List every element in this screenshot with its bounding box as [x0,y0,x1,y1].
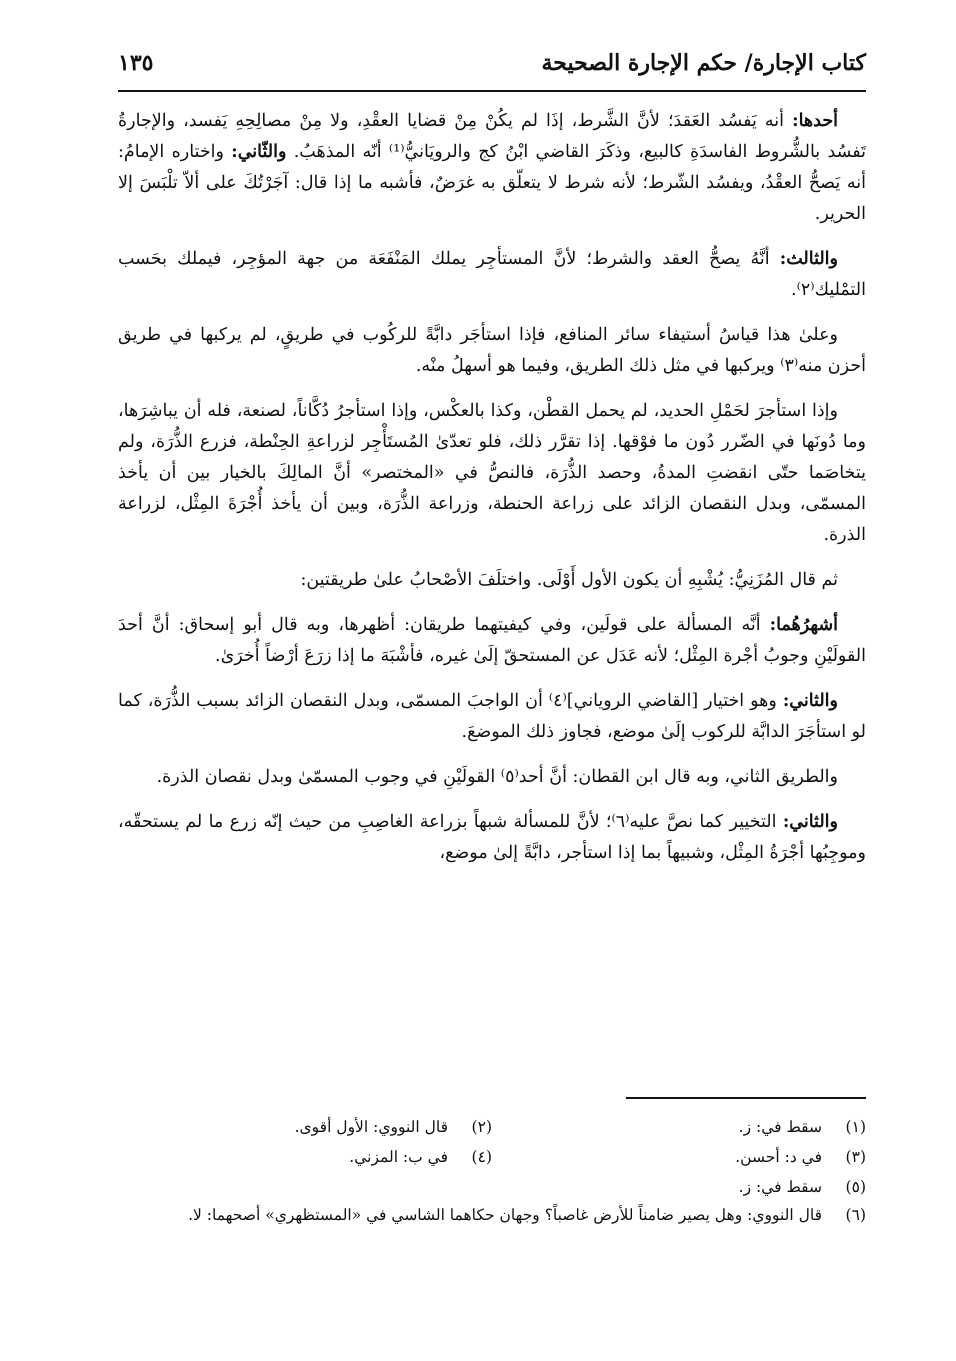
footnote-5 [492,1172,866,1202]
paragraph-third-view [118,244,866,306]
footnote-1 [492,1112,866,1142]
footnote-row [118,1202,866,1229]
paragraph-choice [118,807,866,869]
paragraph-hire-iron [118,396,866,551]
footnote-text: سقط في: ز. [738,1118,822,1136]
footnote-text: في ب: المزني. [349,1148,448,1166]
paragraph-inline-text: واختاره الإمامُ: أنه يَصحُّ العقْدُ، ويفسُد الشّرط؛ لأنه شرط لا يتعلّق به غرَضٌ، فأشبه ما إذا قال: آجَرْتُكَ على ألاّ تلْبَسَ إلا الحرير. [118,142,866,224]
footnote-text: قال النووي: وهل يصير ضامناً للأرض غاصباً؟ وجهان حكاهما الشاسي في «المستظهري» أصحهما: لا. [188,1206,822,1224]
footnote-text: سقط في: ز. [738,1178,822,1196]
paragraph-muzani [118,565,866,596]
footnote-2 [118,1112,492,1142]
paragraph-text: ثم قال المُزَنِيُّ: يُشْبِهِ أن يكون الأول أَوْلَى. واختلَفَ الأصْحابُ علىٰ طريقتين: [300,570,838,590]
paragraph-lead: أحدها: [792,111,838,131]
footnote-divider [626,1097,866,1099]
footnote-number: (٥) [845,1178,866,1196]
paragraph-text: والطريق الثاني، وبه قال ابن القطان: أنَّ أحد⁽٥⁾ القولَيْنِ في وجوب المسمّىٰ وبدل نقصان الذرة. [156,767,838,787]
footnote-number: (٣) [845,1148,866,1166]
footnote-number: (٢) [471,1118,492,1136]
paragraph-text: وإذا استأجرَ لحَمْلِ الحديد، لم يحمل القطْن، وكذا بالعكْس، وإذا استأجرُ دُكَّاناً، لصنعة، فله أن يباشِرَها، وما دُونَها في الضّرر دُون ما فوْقها. إذا تقرَّر ذلك، فلو تعدّىٰ المُستَأْجِر لزراعةِ الحِنْطة، فزرع الذُّرَة، ولم يتخاصَما حتّى انقضتِ المدةُ، وحصد الذُّرَة، فالنصُّ في «المختصر» أنَّ المالِكَ بالخيار بين أن يأخذ المسمّى، وبدل النقصان الزائد على زراعة الحنطة، وزراعة الذُّرَة، وبين أن يأخذ أُجْرَةَ المِثْل، لزراعة الذرة. [118,401,866,545]
paragraph-text: أنَّه المسألة على قولَين، وفي كيفيتهما طريقان: أظهرها، وبه قال أبو إسحاق: أنَّ أحدَ القولَيْنِ وجوبُ أجْرة المِثْل؛ لأنه عَدَل عن المستحقّ إلَىٰ غيره، فأشْبَهَ ما إذا زرَعَ أرْضاً أُخرَىٰ. [118,615,866,666]
paragraph-inline-lead: والثّاني: [231,142,287,162]
paragraph-lead: أشهرُهُما: [769,615,838,635]
paragraph-first-view [118,106,866,230]
paragraph-text: أنَّهُ يصحُّ العقد والشرط؛ لأنَّ المستأجِر يملك المَنْفَعَة من جهة المؤجِر، فيملك بحَسب التمْليك⁽٢⁾. [118,249,866,300]
paragraph-text: التخيير كما نصَّ عليه⁽٦⁾؛ لأنَّ للمسألة شبهاً بزراعة الغاصِبِ من حيث إنّه زرع ما لم يستحقّه، وموجِبُها أجْرَةُ المِثْل، وشبيهاً بما إذا استأجر، دابَّةً إلىٰ موضع، [118,812,866,863]
running-title: كتاب الإجارة/ حكم الإجارة الصحيحة [541,50,866,76]
footnotes [118,1112,866,1229]
footnote-row [118,1172,866,1202]
paragraph-most-famous [118,610,866,672]
footnote-text: في د: أحسن. [735,1148,822,1166]
footnote-row [118,1112,866,1142]
footnote-6 [118,1202,866,1229]
footnote-number: (٦) [845,1206,866,1224]
footnote-3 [492,1142,866,1172]
paragraph-second-opinion [118,686,866,748]
page-header [118,42,866,92]
footnote-number: (١) [845,1118,866,1136]
page-number: ١٣٥ [118,50,154,76]
footnote-row [118,1142,866,1172]
paragraph-analogy [118,320,866,382]
paragraph-lead: والثاني: [782,812,838,832]
footnote-4 [118,1142,492,1172]
body-text [118,106,866,883]
paragraph-text: وعلىٰ هذا قياسُ أستيفاء سائر المنافع، فإذا استأجَر دابَّةً للركُوب في طريقٍ، لم يركبها في طريق أحزن منه⁽٣⁾ ويركبها في مثل ذلك الطريق، وفيما هو أسهلُ منْه. [118,325,866,376]
footnote-text: قال النووي: الأول أقوى. [294,1118,448,1136]
paragraph-text: وهو اختيار [القاضي الروياني]⁽٤⁾ أن الواجبَ المسمّى، وبدل النقصان الزائد بسبب الذُّرَة، كما لو استأجَرَ الدابَّة للركوب إلَىٰ موضع، فجاوز ذلك الموضعَ. [118,691,866,742]
paragraph-second-path [118,762,866,793]
footnote-number: (٤) [471,1148,492,1166]
paragraph-lead: والثالث: [779,249,838,269]
paragraph-lead: والثاني: [782,691,838,711]
paragraph-text: أنه يَفسُد العَقدَ؛ لأنَّ الشَّرط، إذَا لم يكُنْ مِنْ قضايا العقْدِ، ولا مِنْ مصالِحِهِ يَفسد، والإجارةُ تَفسُد بالشُّروط الفاسدَةِ كالبيع، وذكَرَ القاضي ابْنُ كج والرويَانيُّ⁽¹⁾ أنّه المذهَبُ. [118,111,866,162]
